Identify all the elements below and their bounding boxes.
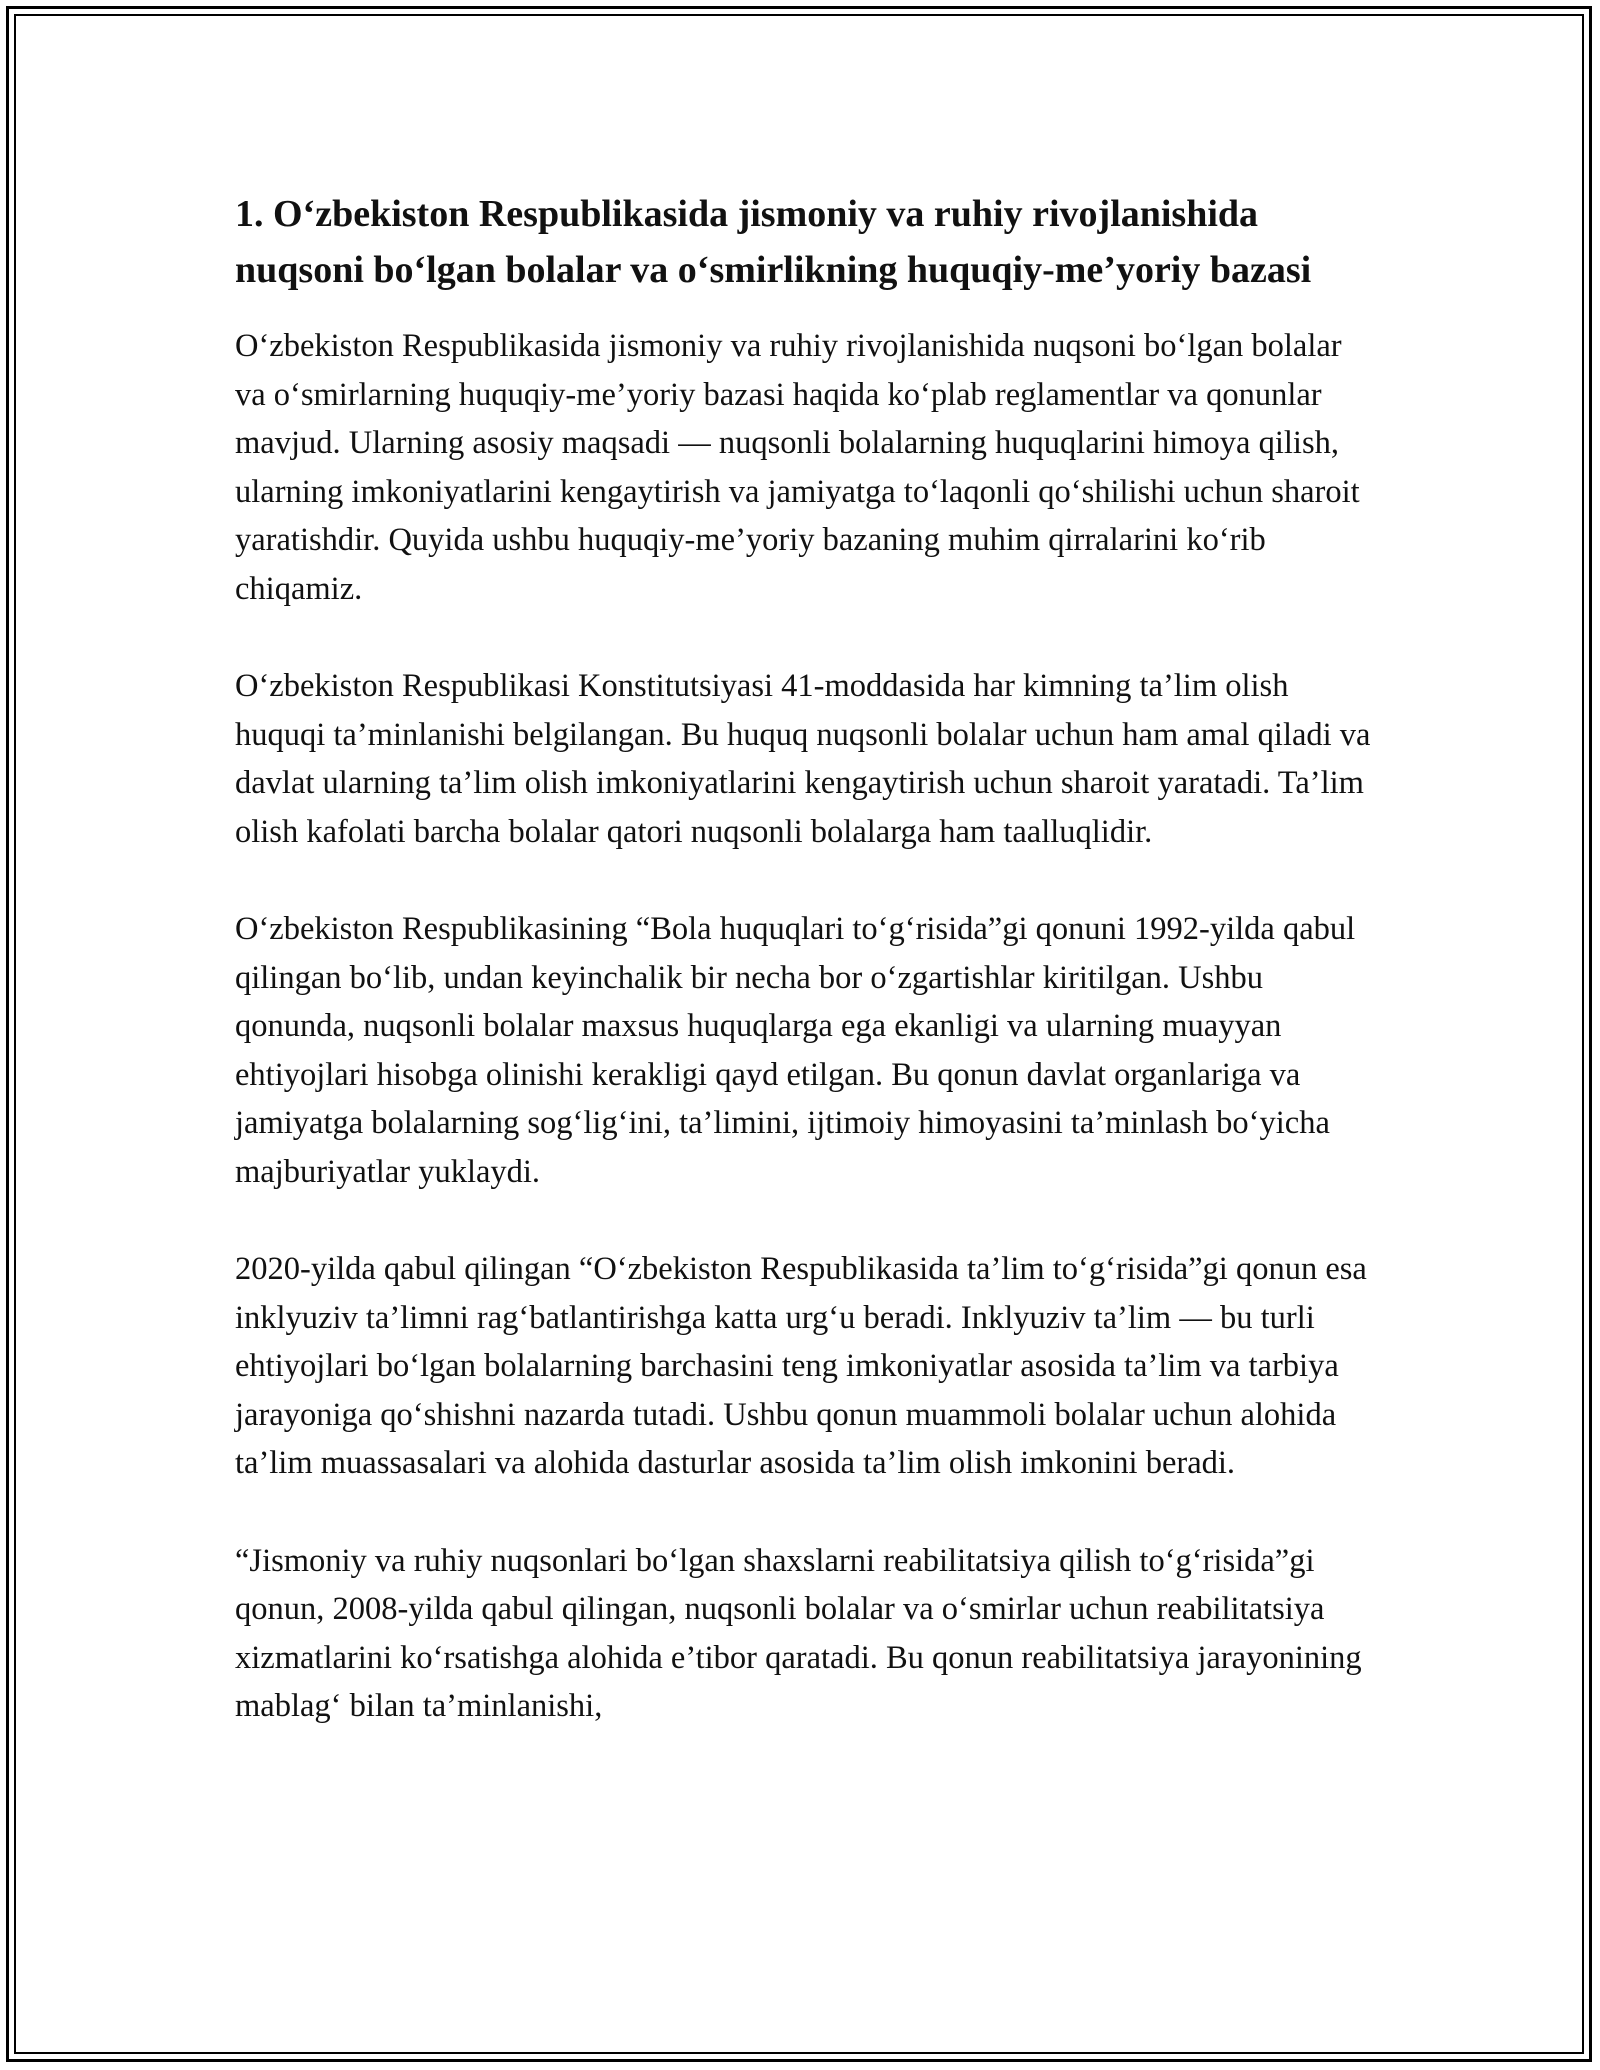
paragraph-2: O‘zbekiston Respublikasi Konstitutsiyasi 41-moddasida har kimning ta’lim olish huquqi ta’minlanishi belgilangan. Bu huquq nuqsonli bolalar uchun ham amal qiladi va davlat ularning ta’lim olish imkoniyatlarini kengaytirish uchun sharoit yaratadi. Ta’lim olish kafolati barcha bolalar qatori nuqsonli bolalarga ham taalluqlidir.: [235, 668, 1371, 850]
paragraph-5: “Jismoniy va ruhiy nuqsonlari bo‘lgan shaxslarni reabilitatsiya qilish to‘g‘risida”gi qonun, 2008-yilda qabul qilingan, nuqsonli bolalar va o‘smirlar uchun reabilitatsiya xizmatlarini ko‘rsatishga alohida e’tibor qaratadi. Bu qonun reabilitatsiya jarayonining mablag‘ bilan ta’minlanishi,: [235, 1542, 1362, 1724]
section-heading: 1. O‘zbekiston Respublikasida jismoniy va ruhiy rivojlanishida nuqsoni bo‘lgan bolalar va o‘smirlikning huquqiy-me’yoriy bazasi: [235, 193, 1312, 291]
paragraph-1: O‘zbekiston Respublikasida jismoniy va ruhiy rivojlanishida nuqsoni bo‘lgan bolalar va o‘smirlarning huquqiy-me’yoriy bazasi haqida ko‘plab reglamentlar va qonunlar mavjud. Ularning asosiy maqsadi — nuqsonli bolalarning huquqlarini himoya qilish, ularning imkoniyatlarini kengaytirish va jamiyatga to‘laqonli qo‘shilishi uchun sharoit yaratishdir. Quyida ushbu huquqiy-me’yoriy bazaning muhim qirralarini ko‘rib chiqamiz.: [235, 328, 1360, 607]
paragraph-3: O‘zbekiston Respublikasining “Bola huquqlari to‘g‘risida”gi qonuni 1992-yilda qabul qilingan bo‘lib, undan keyinchalik bir necha bor o‘zgartishlar kiritilgan. Ushbu qonunda, nuqsonli bolalar maxsus huquqlarga ega ekanligi va ularning muayyan ehtiyojlari hisobga olinishi kerakligi qayd etilgan. Bu qonun davlat organlariga va jamiyatga bolalarning sog‘lig‘ini, ta’limini, ijtimoiy himoyasini ta’minlash bo‘yicha majburiyatlar yuklaydi.: [235, 911, 1356, 1190]
document-body: [235, 186, 1375, 1731]
paragraph-4: 2020-yilda qabul qilingan “O‘zbekiston Respublikasida ta’lim to‘g‘risida”gi qonun esa inklyuziv ta’limni rag‘batlantirishga katta urg‘u beradi. Inklyuziv ta’lim — bu turli ehtiyojlari bo‘lgan bolalarning barchasini teng imkoniyatlar asosida ta’lim va tarbiya jarayoniga qo‘shishni nazarda tutadi. Ushbu qonun muammoli bolalar uchun alohida ta’lim muassasalari va alohida dasturlar asosida ta’lim olish imkonini beradi.: [235, 1251, 1367, 1481]
